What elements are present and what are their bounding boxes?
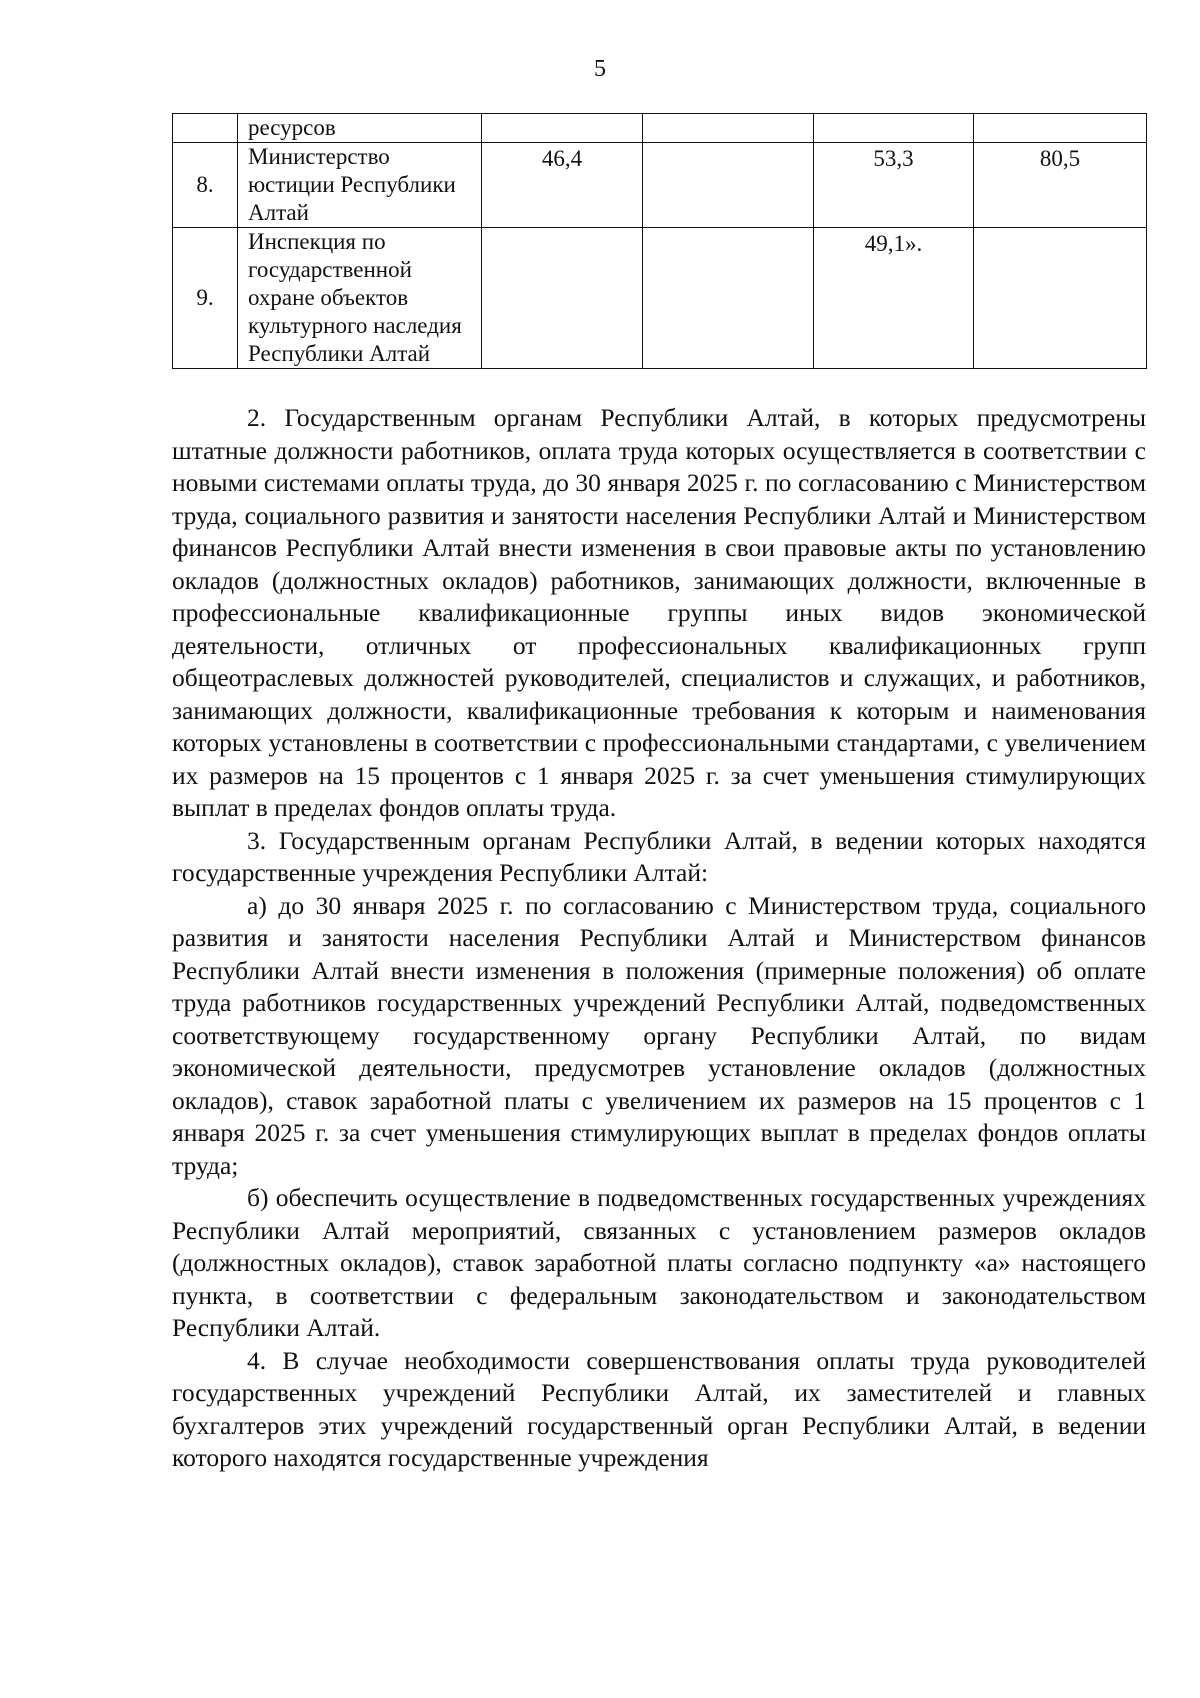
table-row (173, 228, 1147, 369)
value-cell (814, 114, 974, 143)
row-number: 9. (173, 228, 238, 369)
row-number: 8. (173, 143, 238, 228)
table-row (173, 143, 1147, 228)
value-cell: 80,5 (974, 143, 1147, 228)
value-cell (482, 228, 643, 369)
value-cell: 49,1». (814, 228, 974, 369)
page-number: 5 (594, 56, 606, 82)
paragraph-4: 4. В случае необходимости совершенствования оплаты труда руководителей государственных учреждений Республики Алтай, их заместителей и главных бухгалтеров этих учреждений государственный орган Республики Алтай, в ведении которого находятся государственные учреждения (172, 1345, 1146, 1472)
organ-name: Инспекция по государственной охране объектов культурного наследия Республики Алтай (238, 228, 482, 369)
value-cell: 53,3 (814, 143, 974, 228)
paragraph-3a: а) до 30 января 2025 г. по согласованию с Министерством труда, социального развития и занятости населения Республики Алтай и Министерством финансов Республики Алтай внести изменения в положения (примерные положения) об оплате труда работников государственных учреждений Республики Алтай, подведомственных соответствующему государственному органу Республики Алтай, по видам экономической деятельности, предусмотрев установление окладов (должностных окладов), ставок заработной платы с увеличением их размеров на 15 процентов с 1 января 2025 г. за счет уменьшения стимулирующих выплат в пределах фондов оплаты труда; (172, 890, 1146, 1180)
value-cell (643, 228, 814, 369)
value-cell (974, 114, 1147, 143)
paragraph-3: 3. Государственным органам Республики Алтай, в ведении которых находятся государственные учреждения Республики Алтай: (172, 825, 1146, 887)
organ-name: Министерство юстиции Республики Алтай (238, 143, 482, 228)
value-cell (643, 114, 814, 143)
value-cell: 46,4 (482, 143, 643, 228)
data-table (172, 113, 1147, 369)
value-cell (643, 143, 814, 228)
value-cell (482, 114, 643, 143)
organ-name: ресурсов (238, 114, 482, 143)
table-row (173, 114, 1147, 143)
paragraph-3b: б) обеспечить осуществление в подведомственных государственных учреждениях Республики Алтай мероприятий, связанных с установлением размеров окладов (должностных окладов), ставок заработной платы согласно подпункту «а» настоящего пункта, в соответствии с федеральным законодательством и законодательством Республики Алтай. (172, 1183, 1146, 1342)
paragraph-2: 2. Государственным органам Республики Алтай, в которых предусмотрены штатные должности работников, оплата труда которых осуществляется в соответствии с новыми системами оплаты труда, до 30 января 2025 г. по согласованию с Министерством труда, социального развития и занятости населения Республики Алтай и Министерством финансов Республики Алтай внести изменения в свои правовые акты по установлению окладов (должностных окладов) работников, занимающих должности, включенные в профессиональные квалификационные группы иных видов экономической деятельности, отличных от профессиональных квалификационных групп общеотраслевых должностей руководителей, специалистов и служащих, и работников, занимающих должности, квалификационные требования к которым и наименования которых установлены в соответствии с профессиональными стандартами, с увеличением их размеров на 15 процентов с 1 января 2025 г. за счет уменьшения стимулирующих выплат в пределах фондов оплаты труда. (172, 403, 1146, 822)
row-number (173, 114, 238, 143)
document-body (172, 402, 1146, 1475)
value-cell (974, 228, 1147, 369)
